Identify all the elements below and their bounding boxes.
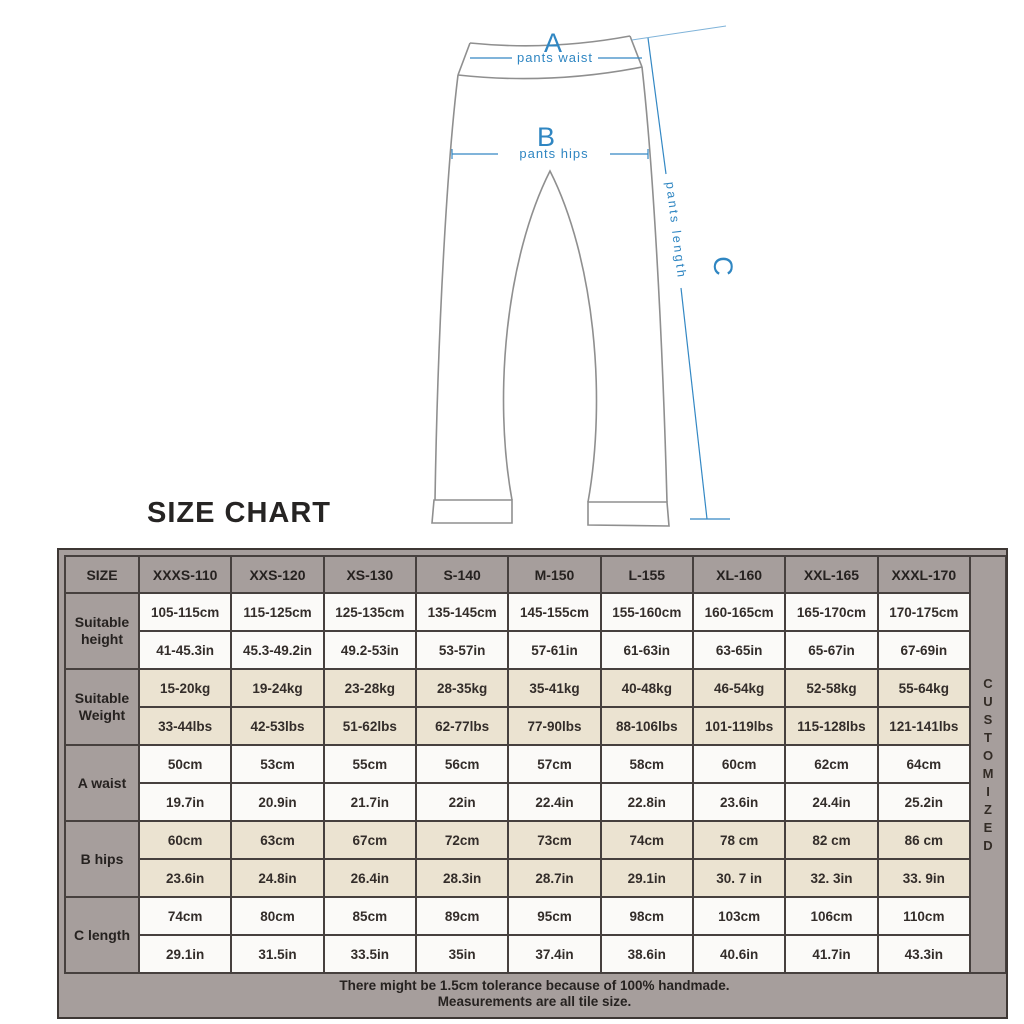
measurement-cell: 64cm [878,745,970,783]
measurement-cell: 67cm [324,821,416,859]
measurement-cell: 103cm [693,897,785,935]
measurement-cell: 49.2-53in [324,631,416,669]
measurement-cell: 19.7in [139,783,231,821]
customized-letter: M [982,766,994,781]
measurement-cell: 41-45.3in [139,631,231,669]
measurement-cell: 33. 9in [878,859,970,897]
measurement-cell: 95cm [508,897,600,935]
measurement-cell: 45.3-49.2in [231,631,323,669]
table-row [65,783,970,821]
length-letter-label: C [708,256,738,276]
measurement-cell: 26.4in [324,859,416,897]
row-group-label: Suitable height [65,593,139,669]
measurement-cell: 74cm [139,897,231,935]
measurement-cell: 22.8in [601,783,693,821]
measurement-cell: 78 cm [693,821,785,859]
row-group-label: Suitable Weight [65,669,139,745]
measurement-cell: 24.4in [785,783,877,821]
measurement-cell: 24.8in [231,859,323,897]
measurement-cell: 121-141lbs [878,707,970,745]
customized-letter: E [983,820,993,835]
row-group-label: C length [65,897,139,973]
measurement-cell: 35-41kg [508,669,600,707]
pants-diagram [390,16,740,538]
footer-line-1: There might be 1.5cm tolerance because of 100% handmade. [339,978,730,993]
measurement-cell: 56cm [416,745,508,783]
measurement-cell: 22.4in [508,783,600,821]
measurement-cell: 74cm [601,821,693,859]
measurement-cell: 88-106lbs [601,707,693,745]
measurement-cell: 50cm [139,745,231,783]
measurement-cell: 33.5in [324,935,416,973]
size-column-header: XXXS-110 [139,556,231,593]
measurement-cell: 63-65in [693,631,785,669]
measurement-cell: 22in [416,783,508,821]
measurement-cell: 110cm [878,897,970,935]
table-row [65,669,970,707]
measurement-cell: 73cm [508,821,600,859]
measurement-cell: 31.5in [231,935,323,973]
size-chart-table [64,555,971,974]
table-row [65,821,970,859]
measurement-cell: 58cm [601,745,693,783]
measurement-cell: 115-128lbs [785,707,877,745]
measurement-cell: 42-53lbs [231,707,323,745]
measurement-cell: 105-115cm [139,593,231,631]
measurement-cell: 170-175cm [878,593,970,631]
customized-letter: O [982,748,994,763]
size-column-header: XS-130 [324,556,416,593]
table-row [65,593,970,631]
measurement-cell: 41.7in [785,935,877,973]
measurement-cell: 106cm [785,897,877,935]
size-column-header: S-140 [416,556,508,593]
measurement-cell: 38.6in [601,935,693,973]
measurement-cell: 135-145cm [416,593,508,631]
measurement-cell: 40-48kg [601,669,693,707]
measurement-cell: 19-24kg [231,669,323,707]
measurement-cell: 28.7in [508,859,600,897]
measurement-cell: 25.2in [878,783,970,821]
waist-text-label: pants waist [516,50,594,65]
pants-outline [432,36,669,526]
table-row [65,935,970,973]
measurement-cell: 51-62lbs [324,707,416,745]
hips-text-label: pants hips [519,146,589,161]
table-row [65,745,970,783]
measurement-cell: 29.1in [601,859,693,897]
measurement-cell: 15-20kg [139,669,231,707]
page-title: SIZE CHART [147,497,331,529]
measurement-cell: 125-135cm [324,593,416,631]
measurement-cell: 115-125cm [231,593,323,631]
measurement-cell: 43.3in [878,935,970,973]
measurement-cell: 23-28kg [324,669,416,707]
customized-letter: C [983,676,993,691]
measurement-cell: 60cm [139,821,231,859]
measurement-cell: 30. 7 in [693,859,785,897]
table-header-row [65,556,970,593]
waist-letter-label: A [543,28,563,58]
measurement-cell: 72cm [416,821,508,859]
size-column-header: L-155 [601,556,693,593]
size-column-header: XXS-120 [231,556,323,593]
measurement-cell: 67-69in [878,631,970,669]
measurement-cell: 57cm [508,745,600,783]
measurement-cell: 55-64kg [878,669,970,707]
measurement-cell: 62-77lbs [416,707,508,745]
measurement-cell: 165-170cm [785,593,877,631]
measurement-cell: 40.6in [693,935,785,973]
measurement-cell: 145-155cm [508,593,600,631]
measurement-cell: 60cm [693,745,785,783]
measurement-cell: 28-35kg [416,669,508,707]
size-column-header: XXL-165 [785,556,877,593]
length-text-label: pants length [663,180,689,281]
measurement-cell: 20.9in [231,783,323,821]
customized-letter: D [983,838,993,853]
measurement-cell: 29.1in [139,935,231,973]
measurement-cell: 101-119lbs [693,707,785,745]
customized-letter: S [983,712,993,727]
footer-line-2: Measurements are all tile size. [437,994,632,1009]
measurement-cell: 89cm [416,897,508,935]
measurement-cell: 77-90lbs [508,707,600,745]
measurement-cell: 52-58kg [785,669,877,707]
measurement-cell: 86 cm [878,821,970,859]
size-column-header: M-150 [508,556,600,593]
row-group-label: B hips [65,821,139,897]
customized-letter: T [984,730,992,745]
measurement-cell: 37.4in [508,935,600,973]
measurement-cell: 46-54kg [693,669,785,707]
size-column-header: XXXL-170 [878,556,970,593]
measurement-cell: 33-44lbs [139,707,231,745]
measurement-cell: 85cm [324,897,416,935]
footer-note [64,974,1005,1012]
measurement-cell: 57-61in [508,631,600,669]
measurement-cell: 160-165cm [693,593,785,631]
measurement-cell: 23.6in [693,783,785,821]
measurement-cell: 55cm [324,745,416,783]
customized-letter: I [986,784,990,799]
measurement-cell: 62cm [785,745,877,783]
measurement-cell: 53-57in [416,631,508,669]
measurement-cell: 28.3in [416,859,508,897]
table-row [65,707,970,745]
row-group-label: A waist [65,745,139,821]
customized-letter: Z [984,802,992,817]
size-column-header: XL-160 [693,556,785,593]
table-row [65,859,970,897]
measurement-cell: 65-67in [785,631,877,669]
customized-vertical-label [971,555,1006,974]
measurement-cell: 21.7in [324,783,416,821]
table-row [65,897,970,935]
measurement-cell: 53cm [231,745,323,783]
measurement-cell: 80cm [231,897,323,935]
measurement-cell: 98cm [601,897,693,935]
measurement-cell: 61-63in [601,631,693,669]
table-row [65,631,970,669]
measurement-cell: 155-160cm [601,593,693,631]
size-header-cell: SIZE [65,556,139,593]
size-table-body [65,593,970,973]
measurement-cell: 35in [416,935,508,973]
measurement-cell: 82 cm [785,821,877,859]
measurement-cell: 32. 3in [785,859,877,897]
size-chart-frame [57,548,1008,1019]
hips-letter-label: B [536,122,556,152]
measurement-cell: 23.6in [139,859,231,897]
measurement-cell: 63cm [231,821,323,859]
customized-letter: U [983,694,993,709]
